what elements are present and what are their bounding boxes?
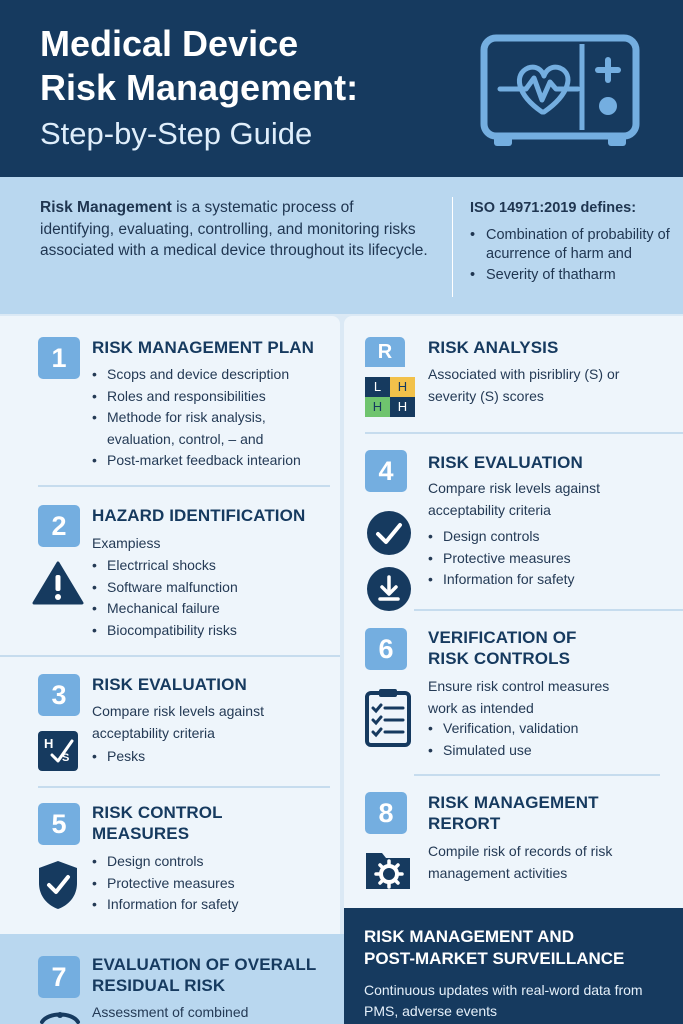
header-banner bbox=[0, 0, 683, 177]
list-item: • Post-market feedback intearion bbox=[92, 450, 327, 472]
risk-grid-icon bbox=[38, 731, 78, 771]
step-1-title: RISK MANAGEMENT PLAN bbox=[92, 338, 315, 357]
step-3-text: Compare risk levels against acceptability criteria bbox=[92, 703, 264, 741]
post-market-panel bbox=[344, 908, 683, 1024]
list-item: • Information for safety bbox=[428, 569, 658, 591]
list-item: • Mechanical failure bbox=[92, 598, 327, 620]
intro-divider bbox=[452, 197, 453, 297]
step-2-intro: Exampiess bbox=[92, 535, 161, 551]
step-1-number: 1 bbox=[38, 337, 80, 379]
risk-analysis-title: RISK ANALYSIS bbox=[428, 338, 559, 357]
step-7-text: Assessment of combined bbox=[92, 1004, 249, 1020]
step-5-number: 5 bbox=[38, 803, 80, 845]
step-8-title-2: RERORT bbox=[428, 814, 501, 833]
post-market-text: Continuous updates with real-word data from PMS, adverse events bbox=[364, 982, 643, 1019]
matrix-cell: L bbox=[365, 377, 390, 397]
download-circle-icon bbox=[366, 566, 412, 612]
iso-heading: ISO 14971:2019 defines: bbox=[470, 200, 637, 216]
matrix-cell: H bbox=[390, 377, 415, 397]
step-8-text: Compile risk of records of risk management activities bbox=[428, 843, 613, 881]
iso-definition bbox=[470, 199, 670, 287]
step-7-panel bbox=[0, 934, 344, 1024]
risk-analysis-badge: R bbox=[365, 337, 405, 367]
divider bbox=[38, 786, 330, 788]
matrix-cell: H bbox=[390, 397, 415, 417]
post-market-title-2: POST-MARKET SURVEILLANCE bbox=[364, 949, 625, 968]
intro-definition: is a systematic process of identifying, evaluating, controlling, and monitoring risks associated with a medical device throughout its lifecycle. bbox=[40, 199, 428, 259]
list-item: • Methode for risk analysis, evaluation, control, – and bbox=[92, 407, 327, 450]
step-1-list bbox=[92, 364, 327, 472]
step-3-number: 3 bbox=[38, 674, 80, 716]
step-8-number: 8 bbox=[365, 792, 407, 834]
step-6-text: Ensure risk control measures work as intended bbox=[428, 678, 610, 716]
list-item: • Protective measures bbox=[92, 873, 322, 895]
step-5-title-2: MEASURES bbox=[92, 824, 190, 843]
step-7-title-2: RESIDUAL RISK bbox=[92, 976, 226, 995]
list-item: • Scops and device description bbox=[92, 364, 327, 386]
shield-check-icon bbox=[36, 859, 80, 911]
medical-monitor-heart-icon bbox=[478, 34, 643, 154]
risk-analysis-text: Associated with pisribliry (S) or severity (S) scores bbox=[428, 366, 620, 404]
step-5-title-1: RISK CONTROL bbox=[92, 803, 223, 822]
step-4-list bbox=[428, 526, 658, 591]
title-line-2: Risk Management: bbox=[40, 67, 359, 108]
iso-item: • Severity of thatharm bbox=[470, 266, 670, 285]
check-circle-icon bbox=[366, 510, 412, 556]
intro-term: Risk Management bbox=[40, 199, 172, 216]
step-6-title-1: VERIFICATION OF bbox=[428, 628, 577, 647]
step-8-title-1: RISK MANAGEMENT bbox=[428, 793, 599, 812]
list-item: • Biocompatibility risks bbox=[92, 620, 327, 642]
step-2-list bbox=[92, 555, 327, 641]
divider bbox=[414, 609, 683, 611]
subtitle: Step-by-Step Guide bbox=[40, 116, 313, 151]
step-7-title-1: EVALUATION OF OVERALL bbox=[92, 955, 317, 974]
check-icon bbox=[38, 731, 78, 771]
list-item: • Verification, validation bbox=[428, 718, 648, 740]
scale-icon bbox=[38, 1010, 82, 1024]
matrix-cell: H bbox=[365, 397, 390, 417]
title-line-1: Medical Device bbox=[40, 23, 299, 64]
iso-item: • Combination of probability of acurrence of harm and bbox=[470, 226, 670, 264]
warning-icon bbox=[32, 560, 84, 606]
step-6-list bbox=[428, 718, 648, 761]
list-item: • Electrrical shocks bbox=[92, 555, 327, 577]
divider bbox=[0, 655, 340, 657]
checklist-icon bbox=[364, 688, 412, 748]
intro-panel bbox=[0, 177, 683, 314]
divider bbox=[414, 774, 660, 776]
risk-matrix-icon bbox=[365, 377, 415, 417]
divider bbox=[38, 485, 330, 487]
step-4-number: 4 bbox=[365, 450, 407, 492]
icon-letter: H bbox=[44, 736, 54, 751]
icon-letter: S bbox=[62, 752, 70, 764]
intro-text bbox=[40, 197, 430, 262]
list-item: • Design controls bbox=[92, 851, 322, 873]
divider bbox=[365, 432, 683, 434]
step-7-number: 7 bbox=[38, 956, 80, 998]
list-item: • Protective measures bbox=[428, 548, 658, 570]
step-2-number: 2 bbox=[38, 505, 80, 547]
list-item: • Software malfunction bbox=[92, 577, 327, 599]
step-6-title-2: RISK CONTROLS bbox=[428, 649, 571, 668]
list-item: • Information for safety bbox=[92, 894, 322, 916]
step-3-title: RISK EVALUATION bbox=[92, 675, 247, 694]
list-item: • Simulated use bbox=[428, 740, 648, 762]
step-3-list bbox=[92, 746, 292, 768]
step-4-text: Compare risk levels against acceptability criteria bbox=[428, 480, 600, 518]
list-item: • Pesks bbox=[92, 746, 292, 768]
step-5-list bbox=[92, 851, 322, 916]
step-2-title: HAZARD IDENTIFICATION bbox=[92, 506, 306, 525]
folder-gear-icon bbox=[364, 845, 412, 891]
step-6-number: 6 bbox=[365, 628, 407, 670]
step-4-title: RISK EVALUATION bbox=[428, 453, 583, 472]
list-item: • Design controls bbox=[428, 526, 658, 548]
post-market-title-1: RISK MANAGEMENT AND bbox=[364, 927, 574, 946]
list-item: • Roles and responsibilities bbox=[92, 386, 327, 408]
